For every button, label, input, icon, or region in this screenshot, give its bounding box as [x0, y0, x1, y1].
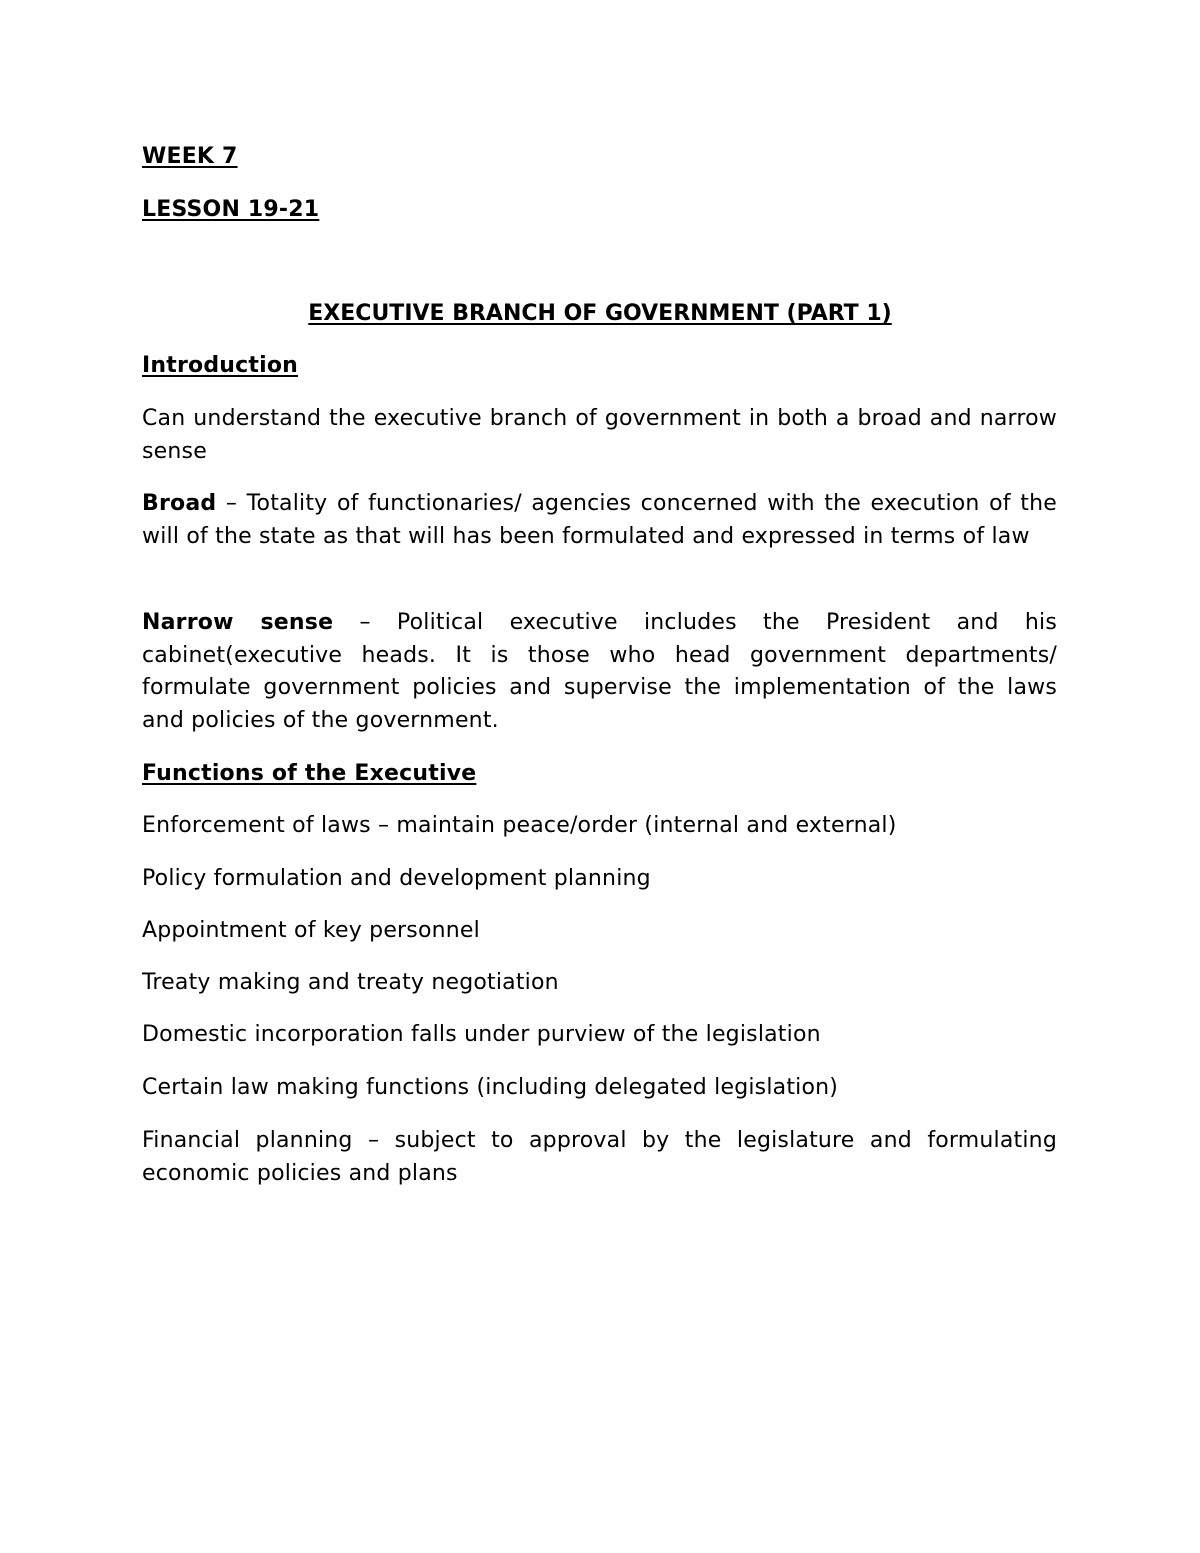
introduction-heading: Introduction [142, 353, 299, 378]
broad-definition [142, 488, 1057, 553]
narrow-term: Narrow sense [142, 610, 334, 635]
document-title: EXECUTIVE BRANCH OF GOVERNMENT (PART 1) [308, 301, 892, 326]
function-item: Financial planning – subject to approval by the legislature and formulating economic policies and plans [142, 1128, 1057, 1186]
function-item: Certain law making functions (including delegated legislation) [142, 1075, 839, 1100]
function-item: Domestic incorporation falls under purview of the legislation [142, 1022, 821, 1047]
introduction-paragraph: Can understand the executive branch of government in both a broad and narrow sense [142, 406, 1057, 464]
week-label: WEEK 7 [142, 144, 238, 169]
function-item: Enforcement of laws – maintain peace/order (internal and external) [142, 813, 897, 838]
broad-text: – Totality of functionaries/ agencies concerned with the execution of the will of the state as that will has been formulated and expressed in terms of law [142, 491, 1057, 549]
function-item: Policy formulation and development planning [142, 866, 651, 891]
lesson-label: LESSON 19-21 [142, 197, 320, 222]
functions-heading: Functions of the Executive [142, 761, 477, 786]
narrow-definition [142, 607, 1057, 737]
broad-term: Broad [142, 491, 217, 516]
function-item: Appointment of key personnel [142, 918, 480, 943]
narrow-text: – Political executive includes the President and his cabinet(executive heads. It is those who head government departments/ formulate government policies and supervise the implementation of the laws and policies of the government. [142, 610, 1057, 733]
function-item: Treaty making and treaty negotiation [142, 970, 559, 995]
